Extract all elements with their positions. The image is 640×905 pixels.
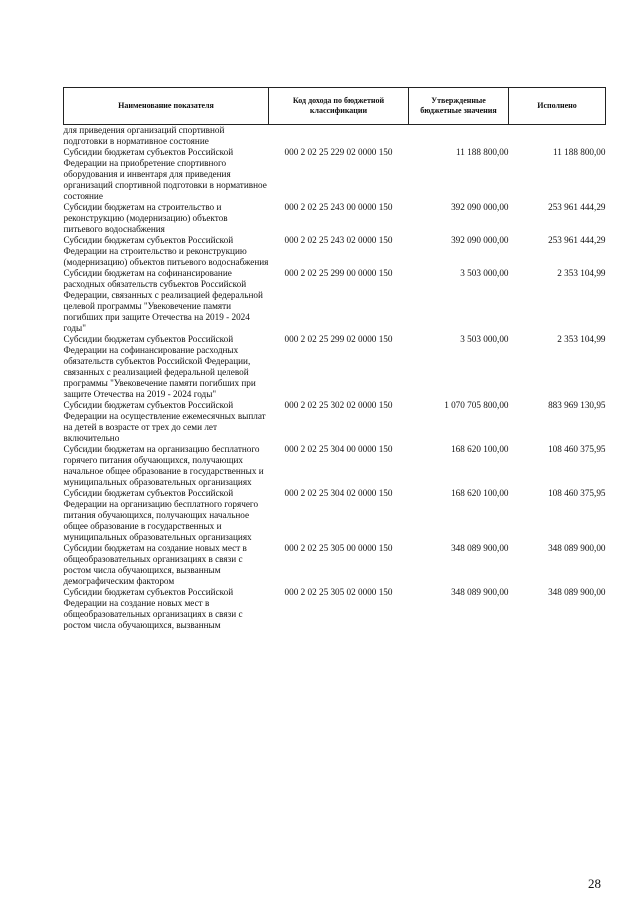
row-plan-cell: 11 188 800,00 [456,147,509,157]
row-plan-cell: 392 090 000,00 [451,235,509,245]
row-name-cell: Субсидии бюджетам на организацию бесплатного горячего питания обучающихся, получающих начальное общее образование в государственных и муниципальных образовательных организациях [63,444,264,487]
row-fact-cell: 348 089 900,00 [548,543,606,553]
row-code-cell [269,125,409,148]
row-fact-cell: 348 089 900,00 [548,587,606,597]
table-row [64,334,606,400]
row-code-cell: 000 2 02 25 229 02 0000 150 [284,147,393,157]
row-name-cell: Субсидии бюджетам на строительство и реконструкцию (модернизацию) объектов питьевого водоснабжения [63,202,228,234]
row-fact-cell: 883 969 130,95 [548,400,606,410]
table-header [64,88,606,125]
header-name: Наименование показателя [64,88,269,125]
row-fact-cell: 108 460 375,95 [548,444,606,454]
header-fact: Исполнено [509,88,606,125]
row-name-cell: Субсидии бюджетам субъектов Российской Федерации на организацию бесплатного горячего питания обучающихся, получающих начальное общее образование в государственных и муниципальных образовательных организациях [63,488,259,542]
row-code-cell: 000 2 02 25 299 02 0000 150 [284,334,393,344]
table-row [64,488,606,543]
row-name-cell: Субсидии бюджетам субъектов Российской Федерации на осуществление ежемесячных выплат на детей в возрасте от трех до семи лет включительно [63,400,266,443]
row-name-cell: Субсидии бюджетам субъектов Российской Федерации на строительство и реконструкцию (модернизацию) объектов питьевого водоснабжения [63,235,269,267]
row-fact-cell: 108 460 375,95 [548,488,606,498]
row-fact-cell: 253 961 444,29 [548,235,606,245]
page-number: 28 [588,876,601,891]
row-code-cell: 000 2 02 25 304 00 0000 150 [284,444,393,454]
row-fact-cell: 11 188 800,00 [553,147,606,157]
table-row [64,235,606,268]
row-plan-cell: 348 089 900,00 [451,543,509,553]
row-code-cell: 000 2 02 25 304 02 0000 150 [284,488,393,498]
row-code-cell: 000 2 02 25 243 00 0000 150 [284,202,393,212]
table-row [64,444,606,488]
row-name-cell: Субсидии бюджетам субъектов Российской Федерации на софинансирование расходных обязательств субъектов Российской Федерации, связанных с реализацией федеральной целевой программы "Увековечение памяти погибших при защите Отечества на 2019 - 2024 годы" [63,334,256,399]
row-plan-cell [409,125,509,148]
row-name-cell: Субсидии бюджетам субъектов Российской Федерации на создание новых мест в общеобразовательных организациях в связи с ростом числа обучающихся, вызванным [63,587,243,630]
table-row [64,147,606,202]
header-plan: Утвержденные бюджетные значения [409,88,509,125]
row-fact-cell [509,125,606,148]
row-plan-cell: 168 620 100,00 [451,444,509,454]
table-row [64,202,606,235]
row-plan-cell: 168 620 100,00 [451,488,509,498]
row-code-cell: 000 2 02 25 299 00 0000 150 [284,268,393,278]
row-name-cell: для приведения организаций спортивной подготовки в нормативное состояние [63,125,225,146]
row-code-cell: 000 2 02 25 305 02 0000 150 [284,587,393,597]
table-row [64,543,606,587]
table-row [64,587,606,631]
row-code-cell: 000 2 02 25 305 00 0000 150 [284,543,393,553]
table-body [64,125,606,632]
row-code-cell: 000 2 02 25 243 02 0000 150 [284,235,393,245]
row-name-cell: Субсидии бюджетам на софинансирование расходных обязательств субъектов Российской Федерации, связанных с реализацией федеральной целевой программы "Увековечение памяти погибших при защите Отечества на 2019 - 2024 годы" [63,268,263,333]
row-plan-cell: 392 090 000,00 [451,202,509,212]
row-plan-cell: 1 070 705 800,00 [444,400,509,410]
budget-table [63,87,606,631]
row-plan-cell: 348 089 900,00 [451,587,509,597]
row-fact-cell: 253 961 444,29 [548,202,606,212]
row-name-cell: Субсидии бюджетам на создание новых мест в общеобразовательных организациях в связи с ростом числа обучающихся, вызванным демографическим фактором [63,543,247,586]
header-code: Код дохода по бюджетной классификации [269,88,409,125]
row-fact-cell: 2 353 104,99 [557,334,606,344]
table-row [64,268,606,334]
row-plan-cell: 3 503 000,00 [460,334,509,344]
row-name-cell: Субсидии бюджетам субъектов Российской Федерации на приобретение спортивного оборудования и инвентаря для приведения организаций спортивной подготовки в нормативное состояние [63,147,267,201]
table-row [64,400,606,444]
row-code-cell: 000 2 02 25 302 02 0000 150 [284,400,393,410]
row-fact-cell: 2 353 104,99 [557,268,606,278]
row-plan-cell: 3 503 000,00 [460,268,509,278]
table-row [64,125,606,148]
